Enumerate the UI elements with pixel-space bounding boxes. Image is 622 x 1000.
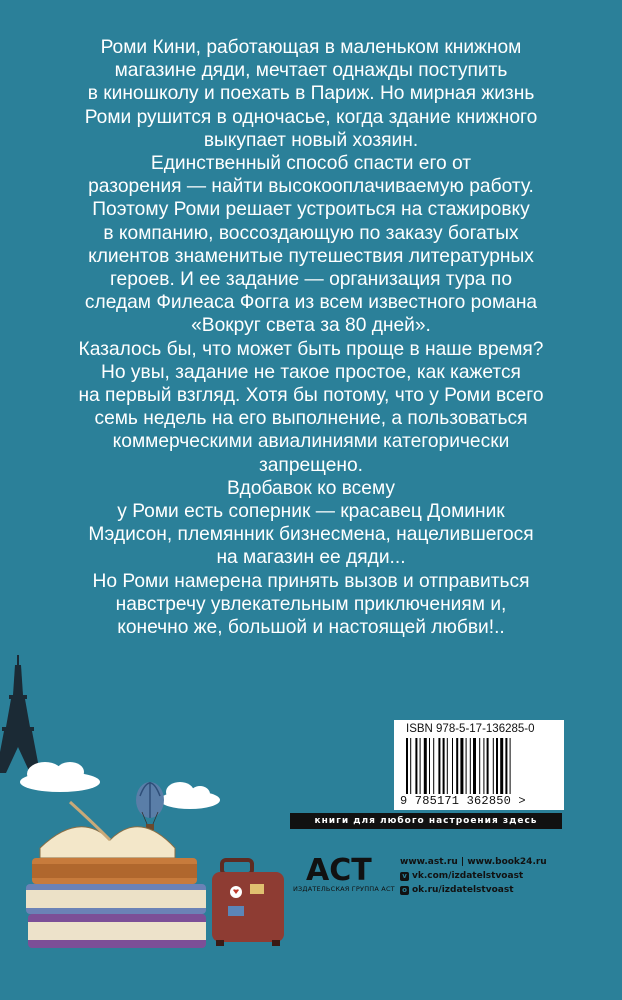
blurb-line: коммерческими авиалиниями категорически — [112, 431, 510, 453]
blurb-line: Но Роми намерена принять вызов и отправиться — [92, 570, 530, 592]
blurb-line: Вдобавок ко всему — [227, 477, 395, 499]
blurb-line: у Роми есть соперник — красавец Доминик — [117, 501, 505, 523]
ok-link[interactable] — [400, 883, 580, 897]
blurb-line: конечно же, большой и настоящей любви!.. — [117, 617, 505, 639]
publisher-links — [400, 855, 580, 897]
blurb-line: Казалось бы, что может быть проще в наше время? — [78, 338, 544, 360]
books-suitcase-illustration — [0, 740, 300, 1000]
hot-air-balloon-icon — [136, 782, 164, 830]
ok-text: ok.ru/izdatelstvoast — [412, 885, 514, 895]
blurb-line: Поэтому Роми решает устроиться на стажировку — [92, 199, 530, 221]
blurb-line: на магазин ее дяди... — [216, 547, 406, 569]
vk-icon: v — [400, 872, 409, 881]
vk-link[interactable] — [400, 869, 580, 883]
cloud-right — [160, 782, 220, 809]
blurb-text — [40, 36, 582, 639]
barcode-icon — [404, 738, 554, 794]
blurb-line: клиентов знаменитые путешествия литературных — [88, 245, 534, 267]
books-stack-icon — [26, 802, 206, 948]
blurb-line: семь недель на его выполнение, а пользоваться — [94, 408, 528, 430]
blurb-line: Единственный способ спасти его от — [150, 153, 472, 175]
blurb-line: выкупает новый хозяин. — [203, 129, 419, 151]
ast-logo-text: АСТ — [306, 853, 372, 888]
blurb-line: Но увы, задание не такое простое, как кажется — [101, 361, 521, 383]
slogan-bar: книги для любого настроения здесь — [290, 813, 562, 829]
barcode-digits: 9 785171 362850 > — [400, 794, 526, 808]
blurb-line: «Вокруг света за 80 дней». — [191, 315, 431, 337]
blurb-line: запрещено. — [258, 454, 364, 476]
blurb-line: в киношколу и поехать в Париж. Но мирная жизнь — [87, 83, 535, 105]
blurb-line: магазине дяди, мечтает однажды поступить — [114, 60, 508, 82]
cloud-left — [20, 762, 100, 792]
blurb-line: героев. И ее задание — организация тура по — [109, 269, 512, 291]
ok-icon: o — [400, 886, 409, 895]
publisher-caption: ИЗДАТЕЛЬСКАЯ ГРУППА АСТ — [293, 885, 395, 893]
blurb-line: следам Филеаса Фогга из всем известного романа — [84, 292, 538, 314]
blurb-line: Мэдисон, племянник бизнесмена, нацелившегося — [88, 524, 534, 546]
vk-text: vk.com/izdatelstvoast — [412, 871, 524, 881]
blurb-line: навстречу увлекательным приключениям и, — [115, 593, 507, 615]
blurb-line: в компанию, воссоздающую по заказу богатых — [103, 222, 519, 244]
isbn-label: ISBN 978-5-17-136285-0 — [406, 723, 535, 735]
suitcase-icon — [212, 860, 284, 946]
barcode-block — [394, 720, 564, 810]
blurb-line: разорения — найти высокооплачиваемую работу. — [88, 176, 534, 198]
website-text: www.ast.ru | www.book24.ru — [400, 857, 547, 867]
blurb-line: на первый взгляд. Хотя бы потому, что у Роми всего — [78, 385, 544, 407]
website-link[interactable] — [400, 855, 580, 869]
blurb-line: Роми Кини, работающая в маленьком книжном — [100, 37, 522, 58]
blurb-line: Роми рушится в одночасье, когда здание книжного — [84, 106, 538, 128]
